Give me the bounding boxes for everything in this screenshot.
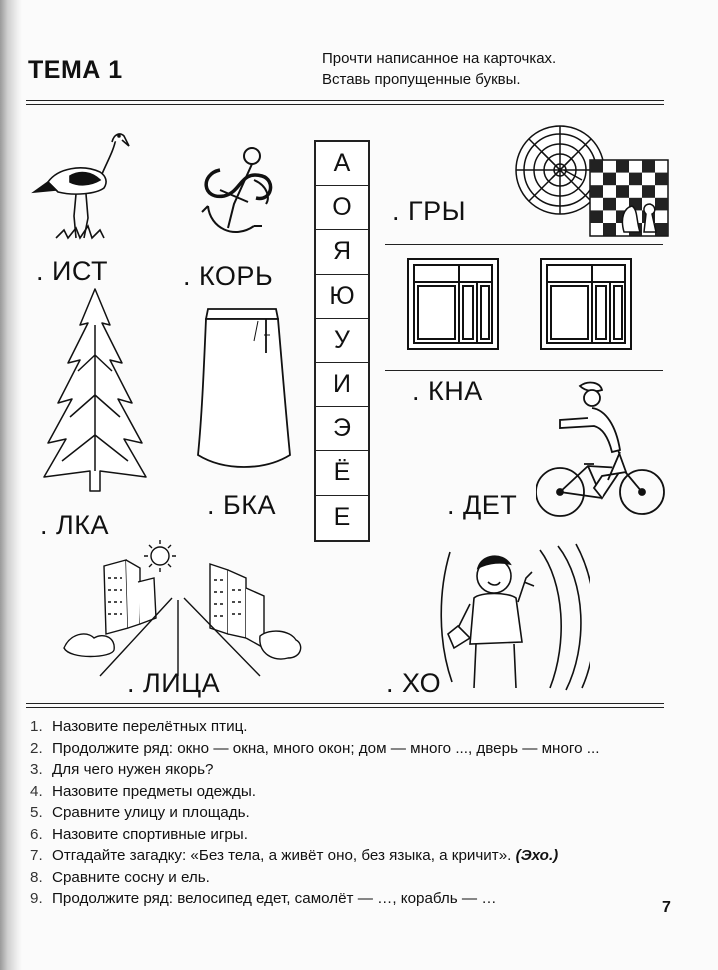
letter-card: Е (333, 503, 351, 532)
letter-card: А (316, 142, 368, 186)
book-spine-shadow (0, 0, 22, 970)
question-item: 1. Назовите перелётных птиц. (30, 718, 248, 735)
letter-card: Ё (316, 451, 368, 495)
question-item: 5. Сравните улицу и площадь. (30, 804, 250, 821)
boy-echo-icon (440, 542, 590, 692)
stork-icon (30, 120, 130, 245)
question-item: 7. Отгадайте загадку: «Без тела, а живёт оно, без языка, а кричит». (Эхо.) (30, 847, 559, 864)
question-item: 9. Продолжите ряд: велосипед едет, самолёт — …, корабль — … (30, 890, 497, 907)
word-stork: . ИСТ (36, 256, 109, 286)
letter-card: О (316, 186, 368, 230)
divider-games (385, 244, 663, 245)
letter-card: Я (316, 230, 368, 274)
letter-cards-column (314, 140, 370, 542)
city-street-icon (60, 538, 306, 678)
questions-rule-bottom (26, 707, 664, 708)
word-cyclist: . ДЕТ (447, 490, 518, 520)
word-skirt: . БКА (207, 490, 276, 520)
anchor-icon (190, 140, 285, 245)
question-item: 3. Для чего нужен якорь? (30, 761, 214, 778)
divider-windows (385, 370, 663, 371)
question-list (30, 716, 690, 910)
letter-card: И (316, 363, 368, 407)
word-anchor: . КОРЬ (183, 261, 274, 291)
header-rule-top (26, 100, 664, 101)
riddle-answer: (Эхо.) (515, 847, 559, 864)
word-fir: . ЛКА (40, 510, 109, 540)
word-games: . ГРЫ (392, 196, 467, 226)
instruction-line-1: Прочти написанное на карточках. (322, 50, 557, 67)
letter-card: Э (316, 407, 368, 451)
cyclist-icon (536, 380, 666, 522)
header-rule-bottom (26, 104, 664, 105)
question-item: 6. Назовите спортивные игры. (30, 825, 248, 843)
fir-tree-icon (40, 285, 150, 495)
questions-rule-top (26, 703, 664, 704)
skirt-icon (194, 305, 294, 477)
instruction-line-2: Вставь пропущенные буквы. (322, 71, 521, 88)
question-item: 2. Продолжите ряд: окно — окна, много окон; дом — много ..., дверь — много ... (30, 739, 600, 757)
window-icon (538, 256, 634, 352)
letter-card: У (316, 319, 368, 363)
question-item: 8. Сравните сосну и ель. (30, 868, 210, 886)
question-item: 4. Назовите предметы одежды. (30, 782, 257, 800)
letter-card: Ю (316, 275, 368, 319)
darts-chess-icon (512, 120, 672, 238)
window-icon (405, 256, 501, 352)
word-streets: . ЛИЦА (127, 668, 221, 698)
page-title: ТЕМА 1 (28, 56, 123, 84)
page-number: 7 (662, 899, 671, 916)
word-windows: . КНА (412, 376, 483, 406)
word-echo: . ХО (386, 668, 442, 698)
instructions (322, 48, 556, 90)
